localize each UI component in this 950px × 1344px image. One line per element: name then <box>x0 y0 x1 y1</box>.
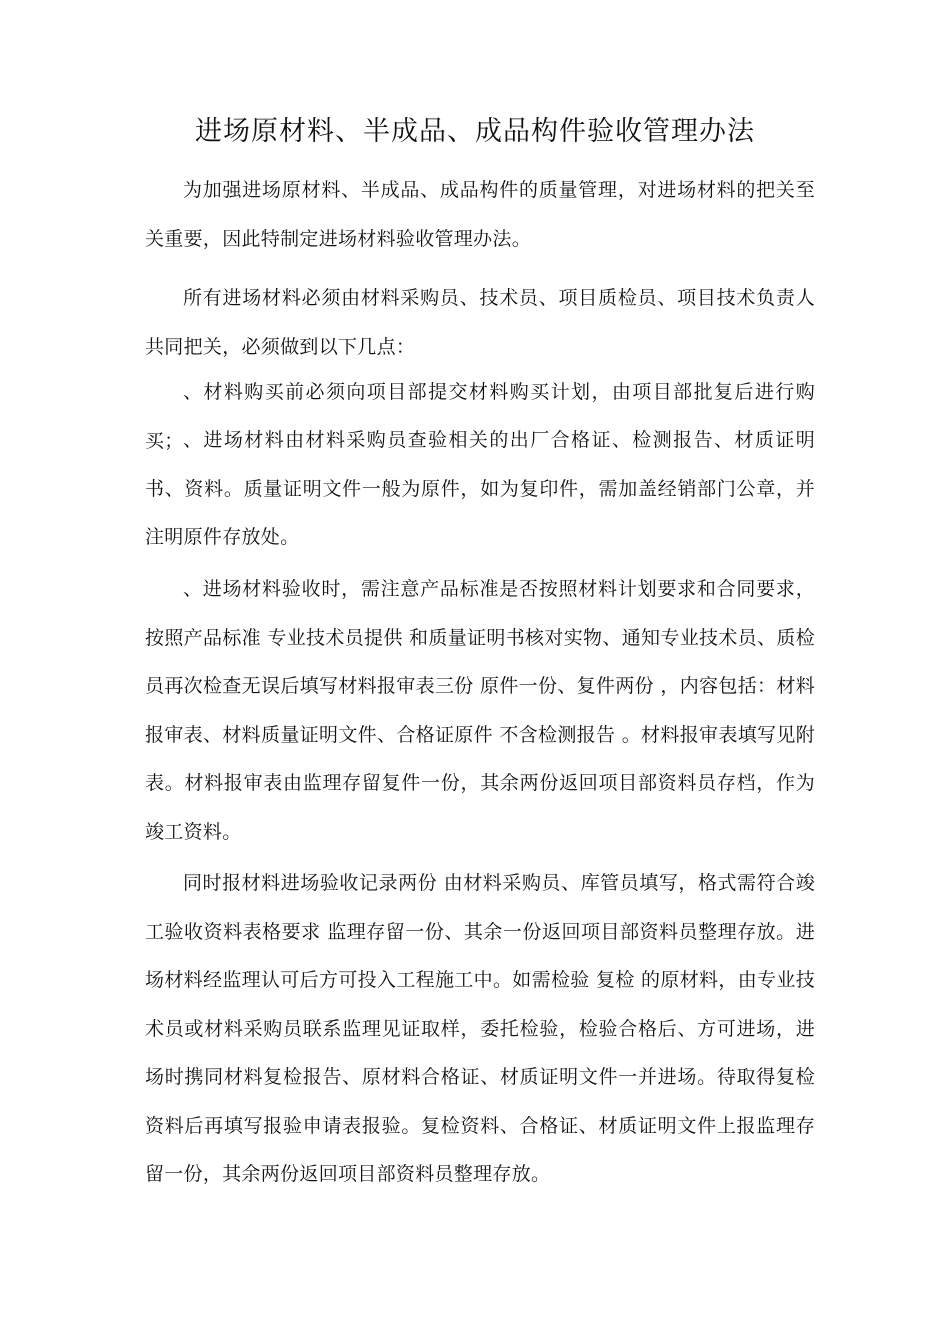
rule-item-acceptance-inspection: 、进场材料验收时，需注意产品标准是否按照材料计划要求和合同要求，按照产品标准 专业技术员提供 和质量证明书核对实物、通知专业技术员、质检员再次检查无误后填写材料报审表三份 原件一份、复件两份 ，内容包括：材料报审表、材料质量证明文件、合格证原件 不含检测报告 。材料报审表填写见附表。材料报审表由监理存留复件一份，其余两份返回项目部资料员存档，作为竣工资料。 <box>145 578 815 843</box>
requirement-paragraph: 所有进场材料必须由材料采购员、技术员、项目质检员、项目技术负责人共同把关，必须做到以下几点： <box>145 287 815 358</box>
rule-item-certificate-check: 、进场材料由材料采购员查验相关的出厂合格证、检测报告、材质证明书、资料。质量证明文件一般为原件，如为复印件，需加盖经销部门公章，并注明原件存放处。 <box>145 429 815 548</box>
intro-paragraph: 为加强进场原材料、半成品、成品构件的质量管理，对进场材料的把关至关重要，因此特制定进场材料验收管理办法。 <box>145 179 815 250</box>
rule-item-purchase-plan: 、材料购买前必须向项目部提交材料购买计划，由项目部批复后进行购买； <box>145 381 815 452</box>
acceptance-record-paragraph: 同时报材料进场验收记录两份 由材料采购员、库管员填写，格式需符合竣工验收资料表格要求 监理存留一份、其余一份返回项目部资料员整理存放。进场材料经监理认可后方可投入工程施工中。如需检验 复检 的原材料，由专业技术员或材料采购员联系监理见证取样，委托检验，检验合格后、方可进场，进场时携同材料复检报告、原材料合格证、材质证明文件一并进场。待取得复检资料后再填写报验申请表报验。复检资料、合格证、材质证明文件上报监理存留一份，其余两份返回项目部资料员整理存放。 <box>145 872 815 1185</box>
document-title: 进场原材料、半成品、成品构件验收管理办法 <box>195 116 755 147</box>
